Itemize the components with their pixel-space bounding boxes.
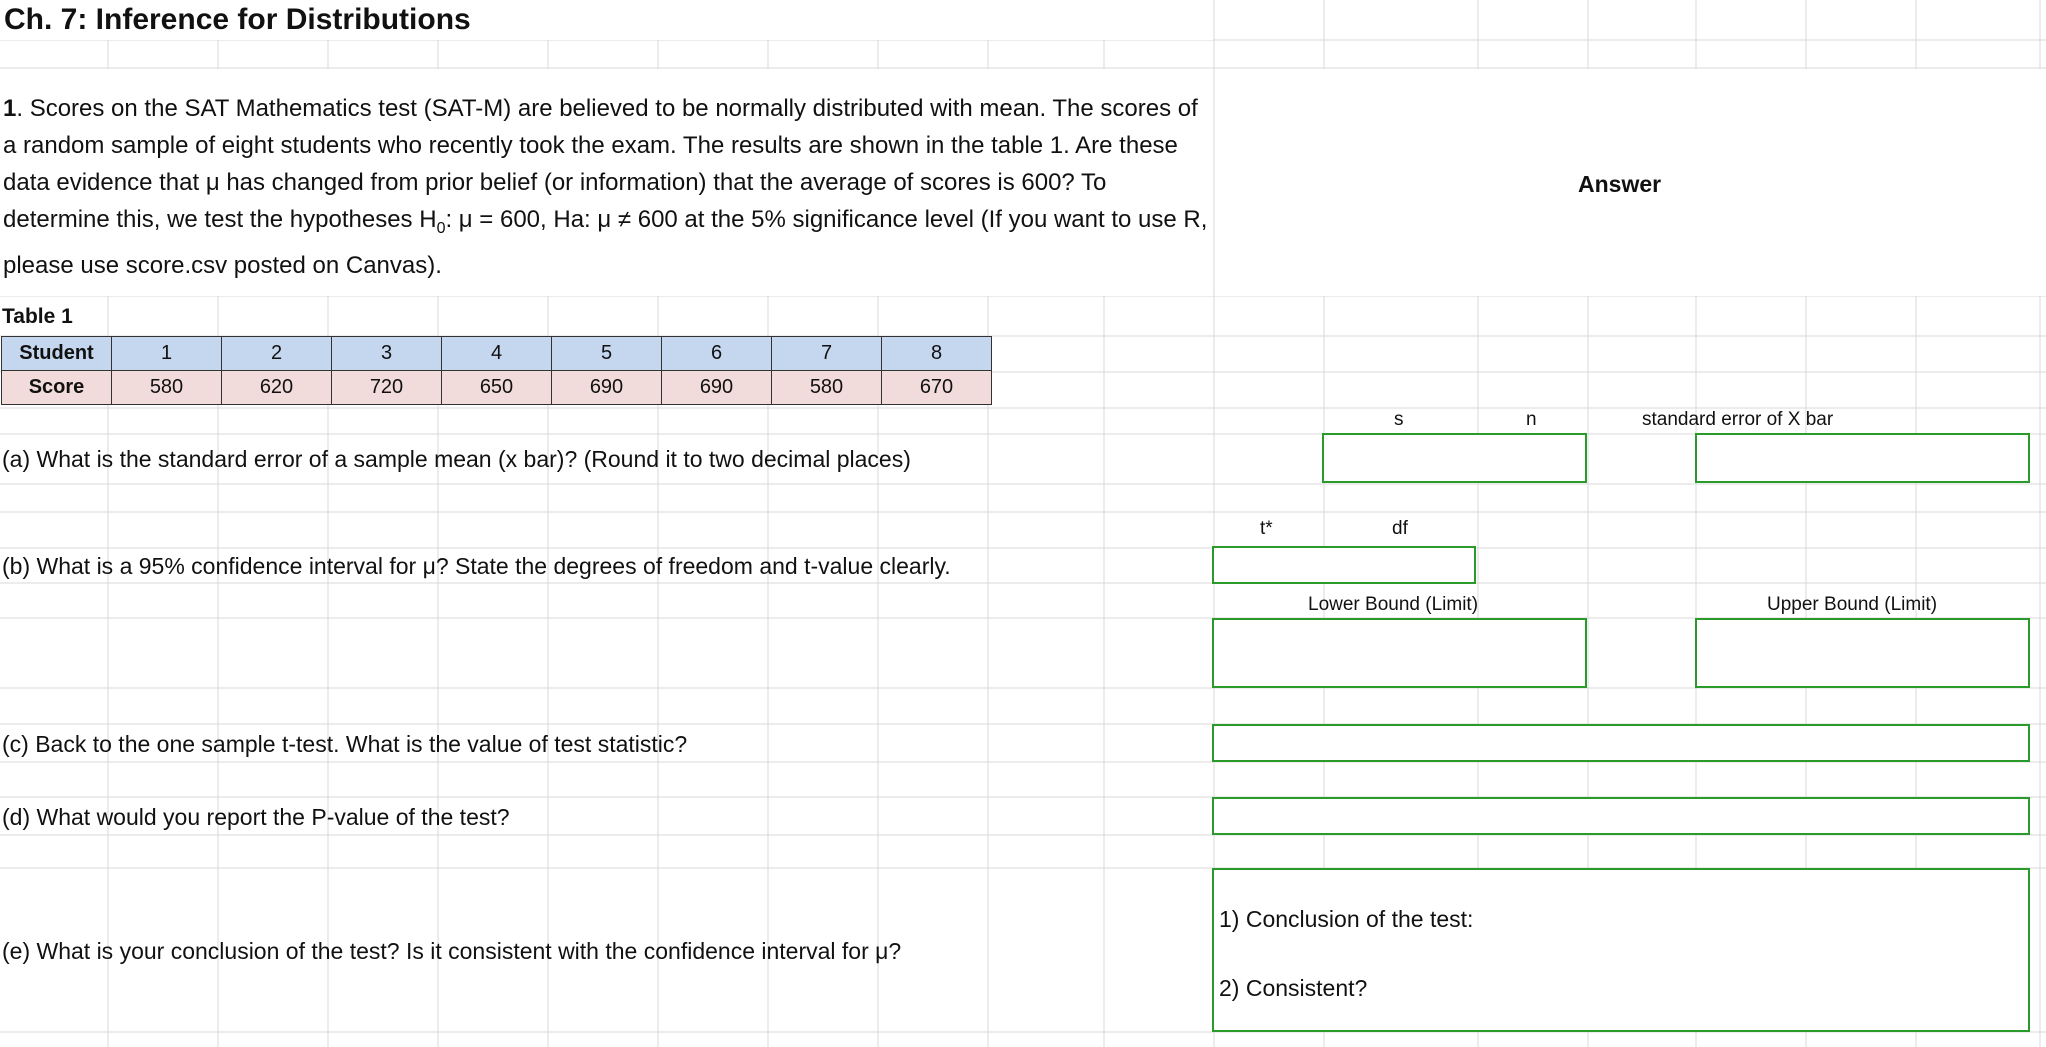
student-cell[interactable]: 5 [552,337,662,371]
score-cell[interactable]: 690 [662,371,772,405]
score-cell[interactable]: 580 [772,371,882,405]
question-a: (a) What is the standard error of a sample mean (x bar)? (Round it to two decimal places) [2,446,911,472]
answer-box-conclusion[interactable] [1212,868,2030,1032]
student-row [2,337,992,371]
question-e: (e) What is your conclusion of the test? Is it consistent with the confidence interval for μ? [2,938,902,964]
consistent-prompt: 2) Consistent? [1219,975,1368,1001]
score-cell[interactable]: 580 [112,371,222,405]
answer-box-s-n[interactable] [1322,433,1587,483]
question-c: (c) Back to the one sample t-test. What is the value of test statistic? [2,731,688,757]
table-caption: Table 1 [2,305,73,328]
answer-header: Answer [1578,171,1662,197]
sheet-title: Ch. 7: Inference for Distributions [4,3,471,36]
answer-box-lower-bound[interactable] [1212,618,1587,688]
label-standard-error: standard error of X bar [1642,409,1834,430]
score-cell[interactable]: 650 [442,371,552,405]
hypothesis-subscript: 0 [436,219,446,237]
student-cell[interactable]: 3 [332,337,442,371]
answer-box-tstar-df[interactable] [1212,546,1476,584]
problem-text-part1: . Scores on the SAT Mathematics test (SAT-M) are believed to be normally distributed with mean. The scores of a random sample of eight students who recently took the exam. The results are shown in the table 1. Are these data evidence that μ has changed from prior belief (or information) that the average of scores is 600? To determine this, we test the hypotheses H [3,95,1198,233]
label-tstar: t* [1260,518,1273,539]
question-b: (b) What is a 95% confidence interval for μ? State the degrees of freedom and t-value clearly. [2,553,951,579]
student-cell[interactable]: 1 [112,337,222,371]
score-header-cell[interactable]: Score [2,371,112,405]
label-upper-bound: Upper Bound (Limit) [1767,594,1938,615]
score-cell[interactable]: 620 [222,371,332,405]
score-table [1,336,992,405]
student-cell[interactable]: 6 [662,337,772,371]
question-d: (d) What would you report the P-value of the test? [2,804,510,830]
student-cell[interactable]: 8 [882,337,992,371]
answer-box-upper-bound[interactable] [1695,618,2030,688]
conclusion-prompt: 1) Conclusion of the test: [1219,906,1474,932]
student-header-cell[interactable]: Student [2,337,112,371]
score-cell[interactable]: 720 [332,371,442,405]
student-cell[interactable]: 7 [772,337,882,371]
label-lower-bound: Lower Bound (Limit) [1308,594,1479,615]
student-cell[interactable]: 2 [222,337,332,371]
problem-text-part2: : μ = 600, Ha: μ ≠ 600 at the 5% significance level (If you want to use R, please use score.csv posted on Canvas). [3,206,1208,279]
student-cell[interactable]: 4 [442,337,552,371]
problem-statement [3,90,1208,284]
label-n: n [1526,409,1537,430]
label-df: df [1392,518,1408,539]
problem-number: 1 [3,95,17,122]
answer-box-test-statistic[interactable] [1212,724,2030,762]
answer-box-standard-error[interactable] [1695,433,2030,483]
answer-box-p-value[interactable] [1212,797,2030,835]
score-row [2,371,992,405]
score-cell[interactable]: 690 [552,371,662,405]
score-cell[interactable]: 670 [882,371,992,405]
label-s: s [1394,409,1404,430]
